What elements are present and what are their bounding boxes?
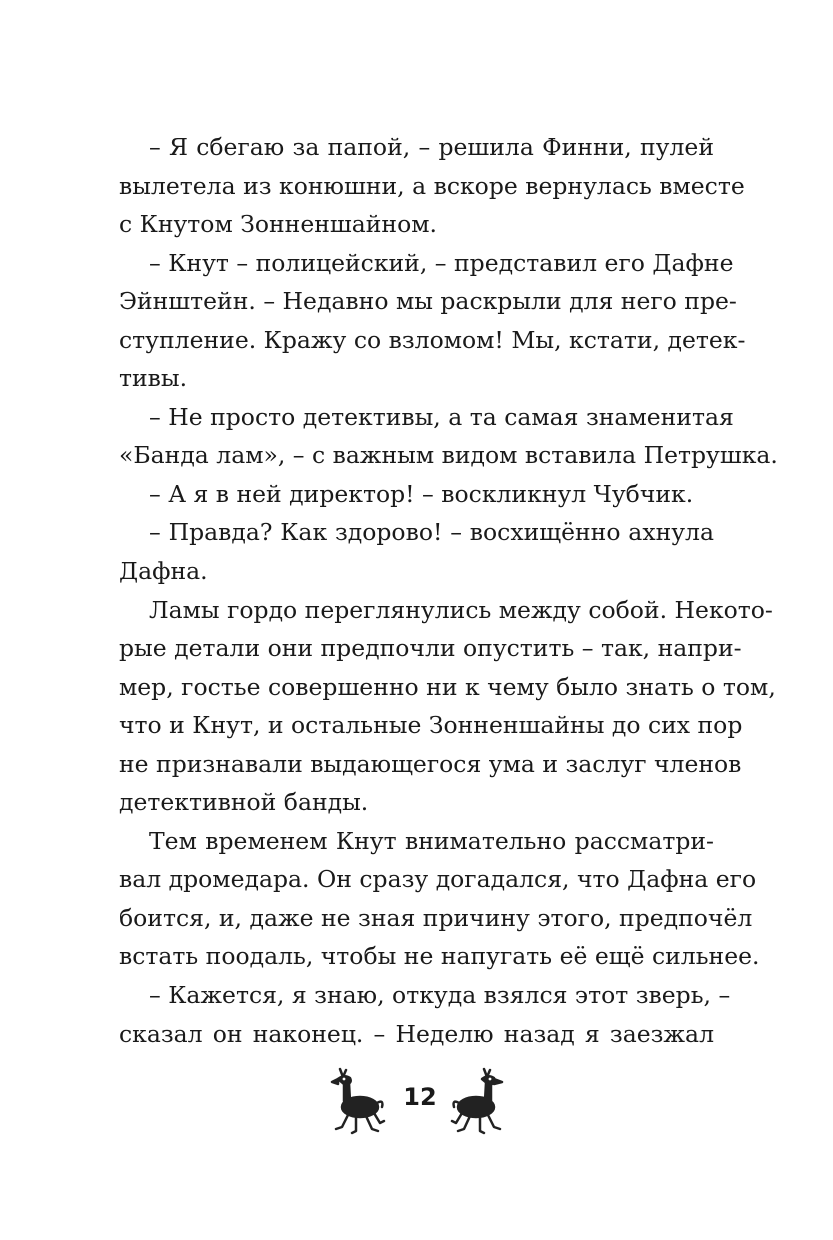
llama-illustration-left <box>324 1065 390 1139</box>
page-body-text <box>119 128 778 1053</box>
text-line: вал дромедара. Он сразу догадался, что Дафна его <box>119 865 757 894</box>
text-line: Ламы гордо переглянулись между собой. Некото- <box>149 595 773 624</box>
text-line: с Кнутом Зонненшайном. <box>119 210 437 239</box>
text-line: боится, и, даже не зная причину этого, предпочёл <box>119 903 753 932</box>
text-line: – А я в ней директор! – воскликнул Чубчик. <box>149 479 694 508</box>
text-line: – Кажется, я знаю, откуда взялся этот зверь, – <box>149 981 731 1010</box>
page-footer <box>320 1065 520 1145</box>
text-line: – Я сбегаю за папой, – решила Финни, пулей <box>149 133 714 161</box>
text-line: детективной банды. <box>119 788 369 817</box>
text-line: – Не просто детективы, а та самая знаменитая <box>149 402 734 431</box>
text-line: тивы. <box>119 364 188 393</box>
text-line: «Банда лам», – с важным видом вставила Петрушка. <box>119 441 778 470</box>
text-line: встать поодаль, чтобы не напугать её ещё сильнее. <box>119 942 760 971</box>
text-line: рые детали они предпочли опустить – так, напри- <box>119 634 742 663</box>
text-line: не признавали выдающегося ума и заслуг членов <box>119 749 742 778</box>
text-line: Тем временем Кнут внимательно рассматри- <box>149 826 714 855</box>
text-line: – Правда? Как здорово! – восхищённо ахнула <box>149 518 714 547</box>
text-line: вылетела из конюшни, а вскоре вернулась вместе <box>119 171 745 200</box>
text-line: Дафна. <box>119 557 208 586</box>
page-number: 12 <box>403 1083 437 1111</box>
text-line: Эйнштейн. – Недавно мы раскрыли для него пре- <box>119 287 737 316</box>
text-line: – Кнут – полицейский, – представил его Дафне <box>149 248 734 277</box>
text-line: ступление. Кражу со взломом! Мы, кстати, детек- <box>119 325 746 354</box>
text-line: что и Кнут, и остальные Зонненшайны до сих пор <box>119 711 743 740</box>
text-line: мер, гостье совершенно ни к чему было знать о том, <box>119 672 776 701</box>
llama-illustration-right <box>448 1065 514 1139</box>
text-line: сказал он наконец. – Неделю назад я заезжал <box>119 1019 714 1048</box>
